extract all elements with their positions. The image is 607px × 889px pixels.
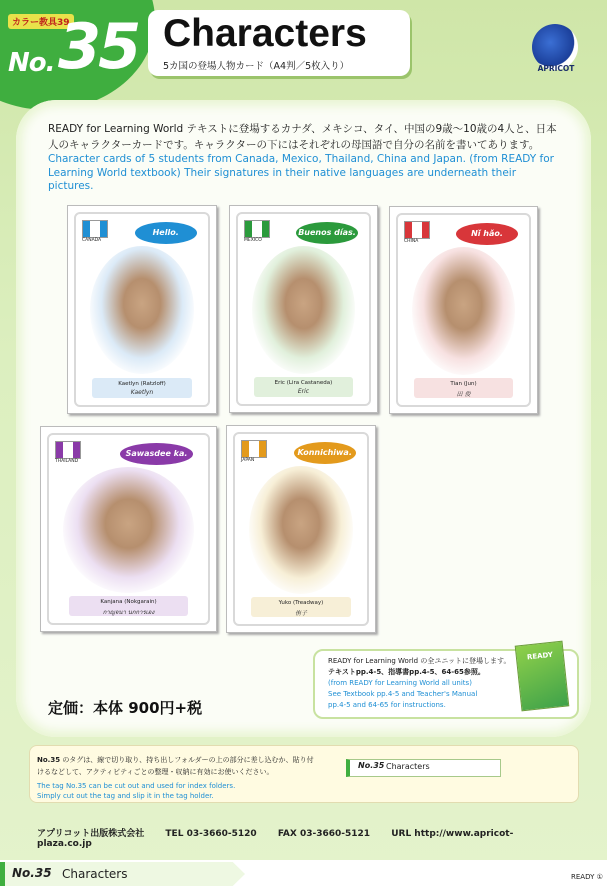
- usage-note: [328, 656, 513, 711]
- intro-english: Character cards of 5 students from Canada, Mexico, Thailand, China and Japan. (from READY for Learning World textbook) Their signatures in their native languages are underneath their pictures.: [48, 153, 554, 192]
- content-panel: [16, 100, 591, 737]
- character-signature: Eric: [297, 387, 310, 395]
- cut-out-tag-number: No.35: [358, 761, 385, 770]
- website-url: URL http://www.apricot-plaza.co.jp: [37, 829, 514, 849]
- greeting-bubble: Hello.: [135, 222, 197, 244]
- note-en-2: See Textbook pp.4-5 and Teacher's Manual: [328, 690, 478, 698]
- character-card: [67, 205, 217, 414]
- character-card: [389, 206, 538, 414]
- number-value: 35: [58, 10, 139, 83]
- character-signature: กาญจนา นกการเอง: [102, 609, 155, 617]
- tag-instructions-en: [37, 781, 317, 801]
- note-en-1: (from READY for Learning World all units): [328, 679, 472, 687]
- country-flag-icon: [241, 440, 267, 458]
- name-plate: [254, 377, 354, 397]
- company-name: アプリコット出版株式会社: [37, 829, 145, 839]
- country-flag-icon: [404, 221, 430, 239]
- bottom-title: Characters: [62, 867, 128, 881]
- country-name: CHINA: [404, 239, 419, 244]
- country-name: CANADA: [82, 238, 102, 243]
- name-plate: [69, 596, 188, 616]
- character-photo: [412, 247, 515, 375]
- tag-instructions-jp: [37, 754, 317, 778]
- publisher-logo-text: APRICOT: [537, 64, 575, 73]
- character-photo: [252, 246, 355, 374]
- character-name: Kaetlyn (Ratzloff): [118, 380, 166, 387]
- greeting-bubble: Nǐ hǎo.: [456, 223, 518, 245]
- country-name: MEXICO: [244, 238, 262, 243]
- character-card: [226, 425, 376, 633]
- country-name: THAILAND: [55, 459, 79, 464]
- category-tag: カラー教具39: [8, 14, 74, 29]
- character-name: Kanjana (Nokgarain): [100, 599, 157, 606]
- textbook-cover-icon: [515, 641, 570, 712]
- character-photo: [63, 467, 194, 593]
- country-flag-icon: [244, 220, 270, 238]
- number-prefix: No.: [8, 48, 55, 78]
- country-flag-icon: [55, 441, 81, 459]
- country-name: JAPAN: [241, 458, 255, 463]
- country-flag-icon: [82, 220, 108, 238]
- tag-instructions-jp-text: のタグは、線で切り取り、持ち出しフォルダーの上の部分に差し込むか、貼り付けるなどして、アクティビティごとの整理・収納に有効にお使いください。: [37, 756, 314, 776]
- phone: TEL 03-3660-5120: [165, 829, 257, 839]
- page-number: READY ①: [571, 873, 603, 881]
- note-jp-1: READY for Learning World の全ユニットに登場します。: [328, 657, 511, 665]
- cut-out-tag-name: Characters: [386, 762, 430, 771]
- note-jp-2: テキストpp.4-5、指導書pp.4-5、64-65参照。: [328, 668, 485, 676]
- character-photo: [90, 246, 194, 374]
- character-name: Eric (Lira Castaneda): [274, 379, 333, 386]
- greeting-bubble: Buenos días.: [296, 222, 358, 244]
- character-signature: Kaetlyn: [130, 388, 154, 396]
- character-name: Tian (Jun): [450, 380, 477, 387]
- bottom-number: No.35: [12, 866, 52, 880]
- publisher-footer: [37, 826, 577, 849]
- page-subtitle: 5カ国の登場人物カード（A4判／5枚入り）: [163, 61, 350, 72]
- character-card: [229, 205, 378, 413]
- tag-no-inline: No.35: [37, 756, 61, 764]
- character-name: Yuko (Treadway): [278, 599, 324, 606]
- tag-en-2: Simply cut out the tag and slip it in the tag holder.: [37, 792, 214, 800]
- intro-japanese: READY for Learning World テキストに登場するカナダ、メキシコ、タイ、中国の9歳～10歳の4人と、日本人のキャラクターカードです。キャラクターの下にはそれぞれの母国語で自分の名前を書いてあります。: [48, 123, 557, 151]
- tag-en-1: The tag No.35 can be cut out and used for index folders.: [37, 782, 236, 790]
- note-en-3: pp.4-5 and 64-65 for instructions.: [328, 701, 446, 709]
- fax: FAX 03-3660-5121: [277, 829, 371, 839]
- character-signature: 侑子: [294, 609, 307, 617]
- character-card: [40, 426, 217, 632]
- character-photo: [249, 466, 353, 594]
- price: 定価：本体 900円+税: [48, 699, 203, 717]
- page-title: Characters: [163, 12, 367, 55]
- greeting-bubble: Konnichiwa.: [294, 442, 356, 464]
- greeting-bubble: Sawasdee ka.: [120, 443, 194, 465]
- character-signature: 田 俊: [456, 390, 471, 398]
- name-plate: [92, 378, 193, 398]
- name-plate: [251, 597, 352, 617]
- name-plate: [414, 378, 514, 398]
- book-label: READY: [526, 650, 554, 662]
